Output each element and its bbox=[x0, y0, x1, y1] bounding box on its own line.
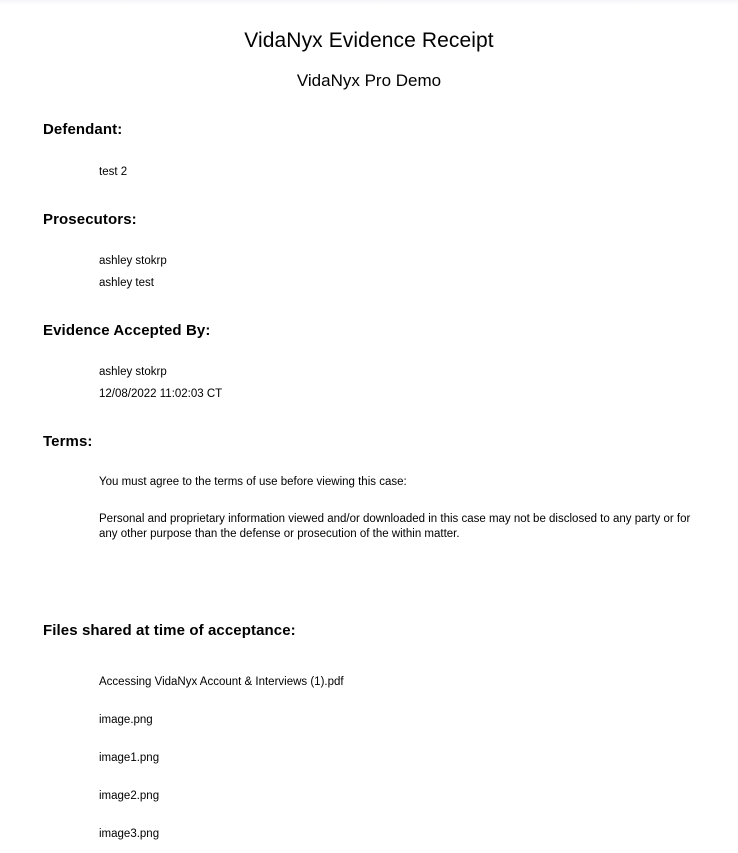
section-heading-terms: Terms: bbox=[43, 433, 93, 450]
terms-body-text: Personal and proprietary information viewed and/or downloaded in this case may not be disclosed to any party or for any other purpose than the defense or prosecution of the within matter. bbox=[99, 513, 691, 540]
list-item: image3.png bbox=[99, 828, 160, 840]
section-heading-files-shared: Files shared at time of acceptance: bbox=[43, 622, 296, 639]
defendant-name: test 2 bbox=[99, 166, 128, 178]
terms-content bbox=[0, 451, 738, 542]
page-subtitle: VidaNyx Pro Demo bbox=[296, 71, 442, 90]
list-item: ashley stokrp bbox=[99, 255, 167, 267]
list-item: image2.png bbox=[99, 790, 160, 802]
section-heading-defendant: Defendant: bbox=[43, 121, 123, 138]
list-item: ashley test bbox=[99, 277, 154, 289]
acceptance-details bbox=[0, 340, 738, 405]
section-prosecutors bbox=[0, 183, 738, 294]
section-heading-prosecutors: Prosecutors: bbox=[43, 211, 137, 228]
defendant-details bbox=[0, 139, 738, 183]
section-files-shared bbox=[0, 542, 738, 853]
section-terms bbox=[0, 405, 738, 542]
terms-intro-text: You must agree to the terms of use before viewing this case: bbox=[99, 476, 407, 488]
list-item: Accessing VidaNyx Account & Interviews (1).pdf bbox=[99, 676, 344, 688]
list-item: image1.png bbox=[99, 752, 160, 764]
section-defendant bbox=[0, 92, 738, 183]
list-item: image.png bbox=[99, 714, 153, 726]
acceptance-timestamp: 12/08/2022 11:02:03 CT bbox=[99, 388, 223, 400]
section-heading-evidence-accepted-by: Evidence Accepted By: bbox=[43, 322, 211, 339]
acceptor-name: ashley stokrp bbox=[99, 366, 167, 378]
page-title: VidaNyx Evidence Receipt bbox=[244, 29, 494, 52]
section-evidence-accepted-by bbox=[0, 294, 738, 405]
shared-files-list bbox=[0, 640, 738, 853]
prosecutors-list bbox=[0, 229, 738, 294]
